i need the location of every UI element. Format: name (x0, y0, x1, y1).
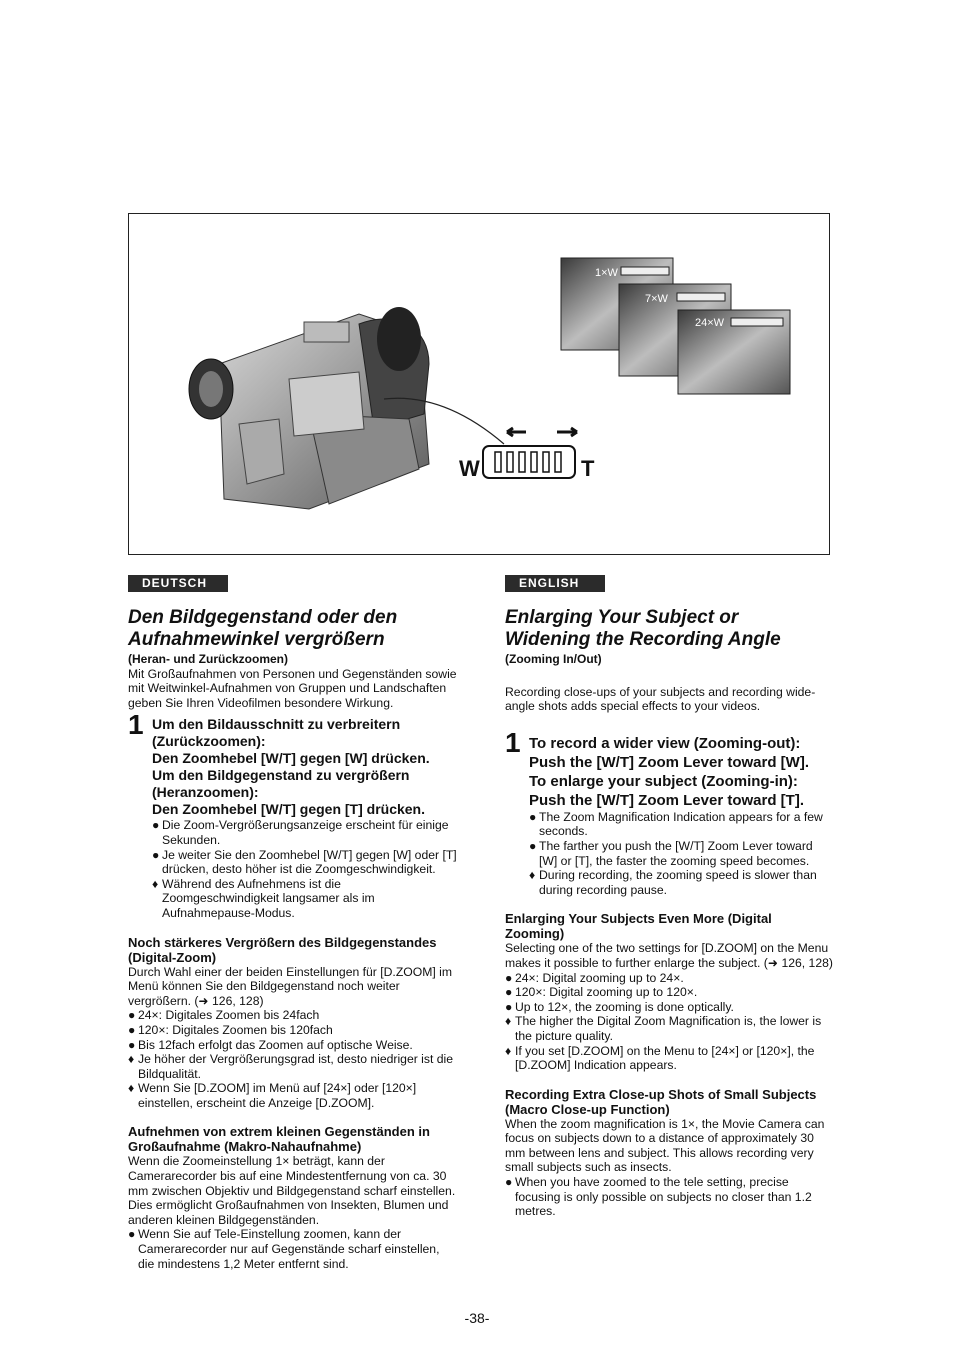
german-step-notes (128, 818, 458, 920)
german-step-b: Den Zoomhebel [W/T] gegen [W] drücken. (152, 750, 430, 767)
list-item: ● The farther you push the [W/T] Zoom Lever toward [W] or [T], the faster the zooming speed becomes. (529, 838, 813, 868)
list-item: ● Bis 12fach erfolgt das Zoomen auf optische Weise. (128, 1037, 413, 1052)
german-step-1 (128, 709, 458, 818)
german-subtitle: (Heran- und Zurückzoomen) (128, 652, 289, 666)
zoom-lever-icon (459, 446, 595, 481)
list-item: ● 24×: Digital zooming up to 24×. (505, 970, 684, 985)
list-item: ● When you have zoomed to the tele setting, precise focusing is only possible on subjects no closer than 1.2 metres. (505, 1175, 812, 1219)
english-macro-heading: Recording Extra Close-up Shots of Small Subjects (Macro Close-up Function) (505, 1086, 817, 1117)
page-number: -38- (464, 1310, 490, 1326)
english-macro-notes (505, 1175, 833, 1219)
german-intro: Mit Großaufnahmen von Personen und Gegenständen sowie mit Weitwinkel-Aufnahmen von Gruppen und Landschaften geben Sie Ihren Videofilmen besondere Wirkung. (128, 666, 457, 710)
german-column (128, 607, 458, 1271)
list-item: ♦ During recording, the zooming speed is slower than during recording pause. (529, 868, 817, 897)
list-item: ♦ Wenn Sie [D.ZOOM] im Menü auf [24×] oder [120×] einstellen, erscheint die Anzeige [D.ZOOM]. (128, 1081, 417, 1110)
list-item: ♦ The higher the Digital Zoom Magnification is, the lower is the picture quality. (505, 1014, 822, 1043)
right-arrow-icon (557, 428, 577, 436)
german-step-a: Um den Bildausschnitt zu verbreitern (Zurückzoomen): (152, 716, 401, 750)
step-number: 1 (128, 709, 144, 741)
list-item: ♦ Während des Aufnehmens ist die Zoomgeschwindigkeit langsamer als im Aufnahmepause-Modus. (152, 876, 375, 920)
english-step-b: To enlarge your subject (Zooming-in): Push the [W/T] Zoom Lever toward [T]. (529, 772, 804, 809)
list-item: ● Up to 12×, the zooming is done optically. (505, 999, 734, 1014)
illustration-frame (128, 213, 830, 555)
camcorder-illustration (129, 214, 829, 554)
list-item: ● Wenn Sie auf Tele-Einstellung zoomen, kann der Camerarecorder nur auf Gegenstände scharf einstellen, die mindestens 1,2 Meter entfernt sind. (128, 1227, 440, 1271)
list-item: ♦ Je höher der Vergrößerungsgrad ist, desto niedriger ist die Bildqualität. (128, 1052, 454, 1081)
english-digital-notes (505, 971, 833, 1073)
svg-text:1×W: 1×W (595, 267, 618, 279)
german-title-line2: Aufnahmewinkel vergrößern (128, 629, 385, 650)
svg-text:7×W: 7×W (645, 293, 668, 305)
english-digital-text: Selecting one of the two settings for [D.ZOOM] on the Menu makes it possible to further enlarge the subject. (➜ 126, 128) (505, 941, 833, 970)
english-column (505, 607, 833, 1219)
english-title-line2: Widening the Recording Angle (505, 629, 781, 650)
english-digital-heading: Enlarging Your Subjects Even More (Digital Zooming) (505, 911, 772, 942)
deutsch-tag: DEUTSCH (128, 575, 228, 592)
list-item: ● The Zoom Magnification Indication appears for a few seconds. (529, 809, 823, 839)
list-item: ● 24×: Digitales Zoomen bis 24fach (128, 1008, 320, 1023)
english-intro: Recording close-ups of your subjects and recording wide-angle shots adds special effects to your videos. (505, 684, 816, 714)
german-macro-notes (128, 1227, 458, 1271)
list-item: ● Die Zoom-Vergrößerungsanzeige erscheint für einige Sekunden. (152, 818, 449, 847)
list-item: ♦ If you set [D.ZOOM] on the Menu to [24×] or [120×], the [D.ZOOM] Indication appears. (505, 1043, 815, 1073)
english-step-1 (505, 726, 833, 810)
english-tag: ENGLISH (505, 575, 605, 592)
english-subtitle: (Zooming In/Out) (505, 652, 602, 666)
german-digital-notes (128, 1008, 458, 1110)
german-digital-heading: Noch stärkeres Vergrößern des Bildgegenstandes (Digital-Zoom) (128, 934, 437, 965)
list-item: ● 120×: Digitales Zoomen bis 120fach (128, 1022, 333, 1037)
zoom-screen-3 (678, 310, 790, 394)
svg-text:24×W: 24×W (695, 317, 725, 329)
tele-label: T (581, 456, 595, 481)
german-macro-heading: Aufnehmen von extrem kleinen Gegenständen in Großaufnahme (Makro-Nahaufnahme) (128, 1124, 430, 1155)
german-step-d: Den Zoomhebel [W/T] gegen [T] drücken. (152, 801, 425, 818)
list-item: ● Je weiter Sie den Zoomhebel [W/T] gegen [W] oder [T] drücken, desto höher ist die Zoomgeschwindigkeit. (152, 847, 457, 877)
german-digital-text: Durch Wahl einer der beiden Einstellungen für [D.ZOOM] im Menü können Sie den Bildgegenstand noch weiter vergrößern. (➜ 126, 128) (128, 964, 453, 1008)
wide-label: W (459, 456, 480, 481)
english-step-notes (505, 810, 833, 898)
english-step-a: To record a wider view (Zooming-out): Push the [W/T] Zoom Lever toward [W]. (529, 734, 809, 771)
left-arrow-icon (507, 428, 526, 436)
english-macro-text: When the zoom magnification is 1×, the Movie Camera can focus on subjects down to a distance of approximately 30 mm between lens and subject. This allows recording very small subjects such as insects. (505, 1116, 825, 1175)
step-number: 1 (505, 726, 521, 758)
list-item: ● 120×: Digital zooming up to 120×. (505, 985, 698, 1000)
german-title-line1: Den Bildgegenstand oder den (128, 607, 398, 628)
german-step-c: Um den Bildgegenstand zu vergrößern (Heranzoomen): (152, 767, 410, 801)
german-macro-text: Wenn die Zoomeinstellung 1× beträgt, kann der Camerarecorder bis auf eine Mindestentfernung von ca. 30 mm zwischen Objektiv und Bildgegenstand scharf einstellen. Dies ermöglicht Großaufnahmen von Insekten, Blumen und anderen kleinen Bildgegenständen. (128, 1154, 456, 1227)
camcorder-icon (189, 307, 429, 509)
english-title-line1: Enlarging Your Subject or (505, 607, 739, 628)
